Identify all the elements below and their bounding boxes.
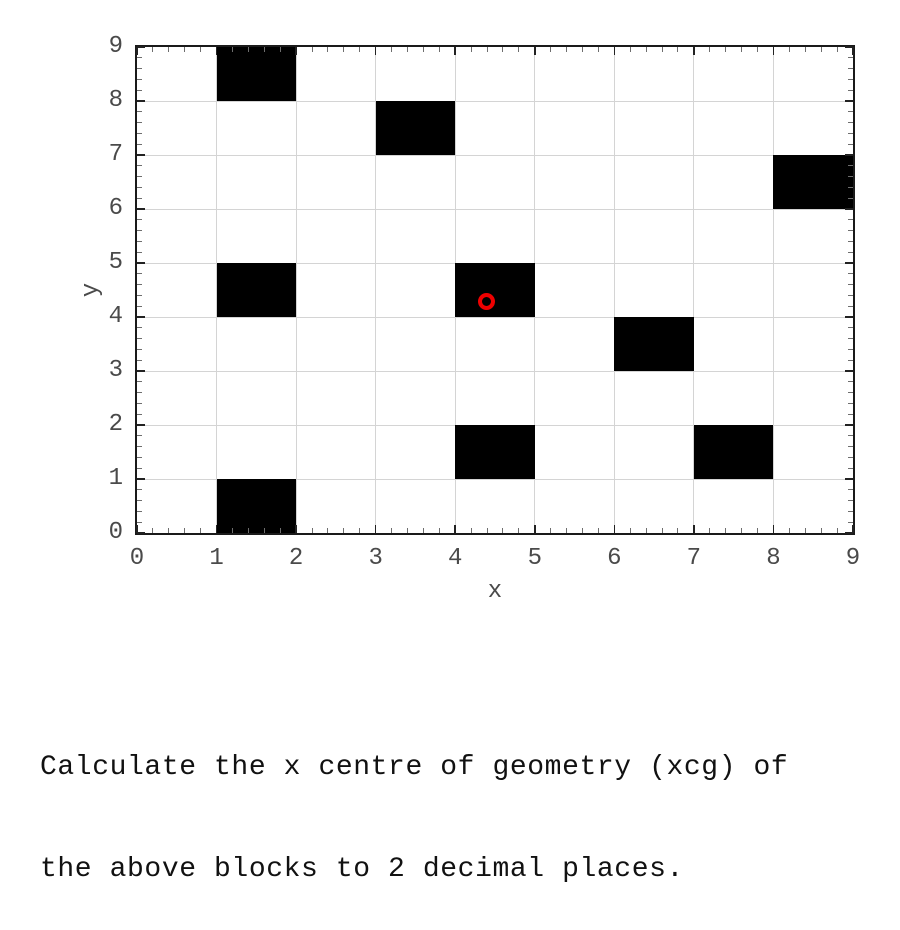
x-tick-minor-top — [550, 47, 551, 52]
y-tick-minor — [137, 414, 142, 415]
grid-line-horizontal — [137, 371, 853, 372]
x-tick-minor — [598, 528, 599, 533]
x-tick-minor-top — [757, 47, 758, 52]
y-axis-label: y — [78, 282, 105, 298]
x-tick-major-top — [534, 47, 536, 55]
y-tick-major — [137, 262, 145, 264]
y-tick-minor — [137, 68, 142, 69]
y-tick-minor — [137, 284, 142, 285]
y-tick-minor-right — [848, 500, 853, 501]
y-tick-minor — [137, 446, 142, 447]
x-tick-minor — [821, 528, 822, 533]
y-tick-minor-right — [848, 381, 853, 382]
y-tick-minor — [137, 349, 142, 350]
x-tick-minor — [502, 528, 503, 533]
x-tick-minor — [327, 528, 328, 533]
grid-line-vertical — [614, 47, 615, 533]
x-tick-major — [534, 525, 536, 533]
y-tick-minor — [137, 489, 142, 490]
x-tick-minor-top — [630, 47, 631, 52]
y-tick-major — [137, 478, 145, 480]
y-tick-label: 0 — [108, 519, 123, 546]
x-tick-minor-top — [789, 47, 790, 52]
x-tick-minor — [439, 528, 440, 533]
y-tick-minor-right — [848, 349, 853, 350]
y-tick-minor — [137, 273, 142, 274]
x-tick-minor — [343, 528, 344, 533]
y-tick-minor — [137, 111, 142, 112]
x-tick-minor-top — [152, 47, 153, 52]
y-tick-minor-right — [848, 219, 853, 220]
y-tick-minor-right — [848, 57, 853, 58]
y-tick-major — [137, 532, 145, 534]
y-tick-minor — [137, 403, 142, 404]
x-axis-label: x — [487, 578, 503, 605]
x-tick-label: 6 — [607, 545, 622, 572]
y-tick-minor-right — [848, 133, 853, 134]
y-tick-minor-right — [848, 489, 853, 490]
y-tick-minor-right — [848, 122, 853, 123]
y-tick-minor — [137, 57, 142, 58]
y-tick-minor-right — [848, 468, 853, 469]
y-tick-major-right — [845, 478, 853, 480]
x-tick-major-top — [693, 47, 695, 55]
x-tick-minor-top — [646, 47, 647, 52]
x-tick-minor-top — [566, 47, 567, 52]
y-tick-major — [137, 154, 145, 156]
x-tick-minor-top — [327, 47, 328, 52]
x-tick-minor-top — [582, 47, 583, 52]
x-tick-minor — [837, 528, 838, 533]
question-text — [40, 683, 788, 930]
x-tick-major — [454, 525, 456, 533]
x-tick-minor — [391, 528, 392, 533]
x-tick-major — [773, 525, 775, 533]
y-tick-major-right — [845, 424, 853, 426]
x-tick-minor — [805, 528, 806, 533]
y-tick-label: 4 — [108, 303, 123, 330]
y-tick-minor-right — [848, 252, 853, 253]
y-tick-minor-right — [848, 144, 853, 145]
block — [455, 263, 535, 317]
y-tick-minor — [137, 219, 142, 220]
y-tick-minor — [137, 230, 142, 231]
x-tick-minor — [280, 528, 281, 533]
y-tick-minor — [137, 122, 142, 123]
x-tick-minor-top — [359, 47, 360, 52]
y-tick-minor — [137, 381, 142, 382]
y-tick-label: 7 — [108, 141, 123, 168]
x-tick-major — [295, 525, 297, 533]
x-tick-major — [693, 525, 695, 533]
x-tick-major-top — [375, 47, 377, 55]
x-tick-minor-top — [343, 47, 344, 52]
y-tick-minor — [137, 144, 142, 145]
x-tick-minor — [407, 528, 408, 533]
y-tick-minor — [137, 165, 142, 166]
y-tick-label: 9 — [108, 33, 123, 60]
x-tick-major-top — [136, 47, 138, 55]
x-tick-minor — [677, 528, 678, 533]
y-tick-major-right — [845, 316, 853, 318]
y-tick-minor-right — [848, 327, 853, 328]
y-tick-minor — [137, 338, 142, 339]
x-tick-minor — [264, 528, 265, 533]
x-tick-minor-top — [471, 47, 472, 52]
y-tick-major — [137, 316, 145, 318]
x-tick-minor — [550, 528, 551, 533]
y-tick-minor — [137, 187, 142, 188]
y-tick-minor-right — [848, 273, 853, 274]
block — [694, 425, 774, 479]
x-tick-minor — [518, 528, 519, 533]
x-tick-minor-top — [677, 47, 678, 52]
x-tick-minor — [646, 528, 647, 533]
x-tick-minor-top — [725, 47, 726, 52]
y-tick-label: 5 — [108, 249, 123, 276]
question-line-2: the above blocks to 2 decimal places. — [40, 854, 684, 885]
y-tick-minor — [137, 468, 142, 469]
y-tick-label: 3 — [108, 357, 123, 384]
x-tick-minor-top — [709, 47, 710, 52]
x-tick-minor — [200, 528, 201, 533]
x-tick-minor-top — [487, 47, 488, 52]
y-tick-minor-right — [848, 295, 853, 296]
y-tick-minor-right — [848, 90, 853, 91]
centre-of-geometry-marker — [478, 293, 495, 310]
y-tick-minor-right — [848, 403, 853, 404]
x-tick-minor-top — [423, 47, 424, 52]
block — [773, 155, 853, 209]
y-tick-label: 1 — [108, 465, 123, 492]
x-tick-major-top — [852, 47, 854, 55]
x-tick-major — [614, 525, 616, 533]
x-tick-minor-top — [805, 47, 806, 52]
x-tick-minor — [741, 528, 742, 533]
x-tick-minor-top — [200, 47, 201, 52]
x-tick-minor — [630, 528, 631, 533]
x-tick-label: 4 — [448, 545, 463, 572]
y-tick-minor — [137, 435, 142, 436]
plot-area — [135, 45, 855, 535]
x-tick-major-top — [295, 47, 297, 55]
y-tick-minor-right — [848, 414, 853, 415]
y-tick-label: 6 — [108, 195, 123, 222]
y-tick-major — [137, 100, 145, 102]
grid-line-horizontal — [137, 209, 853, 210]
y-tick-major-right — [845, 46, 853, 48]
x-tick-major-top — [454, 47, 456, 55]
x-tick-label: 0 — [129, 545, 145, 572]
y-tick-minor — [137, 176, 142, 177]
y-tick-major-right — [845, 154, 853, 156]
y-tick-minor-right — [848, 457, 853, 458]
x-tick-minor-top — [518, 47, 519, 52]
y-tick-minor-right — [848, 338, 853, 339]
x-tick-minor — [359, 528, 360, 533]
y-tick-minor — [137, 241, 142, 242]
x-tick-minor — [248, 528, 249, 533]
y-tick-minor-right — [848, 435, 853, 436]
y-tick-major — [137, 370, 145, 372]
y-tick-major-right — [845, 370, 853, 372]
x-tick-label: 5 — [527, 545, 542, 572]
x-tick-minor-top — [598, 47, 599, 52]
x-tick-minor — [232, 528, 233, 533]
y-tick-minor-right — [848, 187, 853, 188]
x-tick-minor-top — [280, 47, 281, 52]
y-tick-major — [137, 208, 145, 210]
y-tick-minor-right — [848, 284, 853, 285]
x-tick-minor — [312, 528, 313, 533]
x-tick-minor — [168, 528, 169, 533]
x-tick-minor — [471, 528, 472, 533]
y-tick-minor — [137, 522, 142, 523]
x-tick-major-top — [216, 47, 218, 55]
block — [217, 263, 297, 317]
x-tick-major — [375, 525, 377, 533]
x-tick-minor — [566, 528, 567, 533]
x-tick-minor — [582, 528, 583, 533]
y-tick-minor-right — [848, 111, 853, 112]
x-tick-label: 8 — [766, 545, 781, 572]
x-tick-minor — [487, 528, 488, 533]
x-tick-minor-top — [391, 47, 392, 52]
x-tick-major-top — [614, 47, 616, 55]
x-tick-minor — [662, 528, 663, 533]
y-tick-major — [137, 46, 145, 48]
x-tick-label: 9 — [845, 545, 861, 572]
y-tick-minor-right — [848, 306, 853, 307]
x-tick-label: 3 — [368, 545, 383, 572]
y-tick-minor-right — [848, 79, 853, 80]
x-tick-minor — [184, 528, 185, 533]
x-tick-major-top — [773, 47, 775, 55]
x-tick-minor-top — [741, 47, 742, 52]
x-tick-minor-top — [232, 47, 233, 52]
y-tick-major-right — [845, 262, 853, 264]
x-tick-label: 7 — [686, 545, 702, 572]
y-tick-minor — [137, 198, 142, 199]
y-tick-minor — [137, 360, 142, 361]
x-tick-minor — [789, 528, 790, 533]
y-tick-minor — [137, 252, 142, 253]
y-tick-major-right — [845, 100, 853, 102]
y-tick-minor — [137, 511, 142, 512]
y-tick-minor-right — [848, 360, 853, 361]
y-tick-minor-right — [848, 230, 853, 231]
x-tick-minor-top — [407, 47, 408, 52]
block — [217, 47, 297, 101]
x-tick-minor — [757, 528, 758, 533]
block — [614, 317, 694, 371]
y-tick-minor-right — [848, 241, 853, 242]
y-tick-major — [137, 424, 145, 426]
y-tick-minor — [137, 500, 142, 501]
grid-line-horizontal — [137, 155, 853, 156]
y-tick-minor-right — [848, 392, 853, 393]
x-tick-label: 1 — [209, 545, 224, 572]
y-tick-minor-right — [848, 68, 853, 69]
x-tick-minor-top — [184, 47, 185, 52]
y-tick-minor-right — [848, 198, 853, 199]
question-line-1: Calculate the x centre of geometry (xcg) of — [40, 752, 789, 783]
y-tick-minor-right — [848, 165, 853, 166]
y-tick-minor — [137, 133, 142, 134]
y-tick-minor — [137, 457, 142, 458]
block — [455, 425, 535, 479]
x-tick-minor-top — [248, 47, 249, 52]
y-tick-minor-right — [848, 511, 853, 512]
y-tick-minor-right — [848, 176, 853, 177]
x-tick-minor-top — [168, 47, 169, 52]
y-tick-major-right — [845, 532, 853, 534]
x-tick-minor-top — [821, 47, 822, 52]
block — [217, 479, 297, 533]
x-tick-minor-top — [502, 47, 503, 52]
y-tick-minor-right — [848, 446, 853, 447]
y-tick-minor — [137, 306, 142, 307]
x-tick-minor-top — [312, 47, 313, 52]
y-tick-minor — [137, 295, 142, 296]
x-tick-minor — [423, 528, 424, 533]
y-tick-label: 2 — [108, 411, 123, 438]
x-tick-minor-top — [837, 47, 838, 52]
x-tick-label: 2 — [288, 545, 304, 572]
x-tick-minor — [709, 528, 710, 533]
block — [376, 101, 456, 155]
y-tick-minor — [137, 327, 142, 328]
y-tick-major-right — [845, 208, 853, 210]
y-tick-minor — [137, 90, 142, 91]
x-tick-major — [216, 525, 218, 533]
x-tick-minor — [725, 528, 726, 533]
y-tick-label: 8 — [108, 87, 123, 114]
y-tick-minor — [137, 79, 142, 80]
y-tick-minor — [137, 392, 142, 393]
x-tick-minor-top — [662, 47, 663, 52]
x-tick-minor-top — [439, 47, 440, 52]
x-tick-minor-top — [264, 47, 265, 52]
y-tick-minor-right — [848, 522, 853, 523]
x-tick-minor — [152, 528, 153, 533]
